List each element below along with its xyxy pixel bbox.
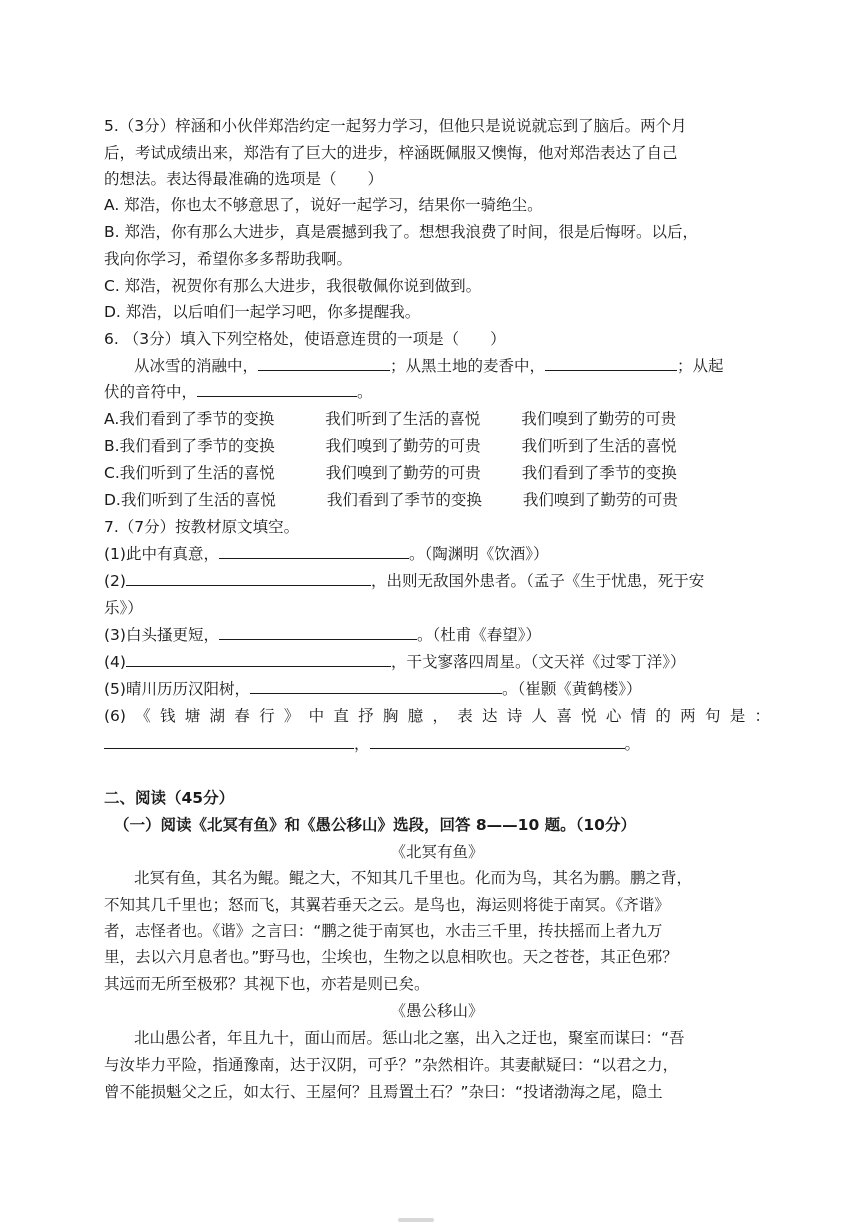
q7-blank-5[interactable] bbox=[250, 679, 502, 694]
q6-passage-line-1 bbox=[134, 356, 770, 376]
q7-text: 。（杜甫《春望》） bbox=[416, 626, 541, 644]
q7-blank-2[interactable] bbox=[126, 571, 371, 586]
q7-text: (5)晴川历历汉阳树， bbox=[104, 680, 250, 698]
q6-blank-2[interactable] bbox=[545, 356, 677, 371]
option-cell: 我们看到了季节的变换 bbox=[119, 437, 275, 455]
q6-passage-text: 从冰雪的消融中， bbox=[134, 357, 259, 375]
option-key: A. bbox=[104, 410, 120, 428]
q7-blank-1[interactable] bbox=[219, 544, 409, 559]
q7-text: ，出则无敌国外患者。（孟子《生于忧患，死于安 bbox=[370, 572, 705, 590]
section-heading: 二、阅读（45分） bbox=[104, 789, 235, 807]
q5-stem-line-3: 的想法。表达得最准确的选项是（ ） bbox=[104, 170, 384, 188]
q7-item-2-cont: 乐》） bbox=[104, 599, 143, 617]
q6-passage-text: ；从黑土地的麦香中， bbox=[390, 357, 546, 375]
q7-stem: 7.（7分）按教材原文填空。 bbox=[104, 518, 300, 536]
page-number-mark bbox=[398, 1218, 434, 1222]
q5-option-b-line-2: 我向你学习，希望你多多帮助我啊。 bbox=[104, 250, 353, 268]
q6-passage-text: ；从起 bbox=[677, 357, 724, 375]
option-key: D. bbox=[104, 491, 121, 509]
q7-item-5 bbox=[104, 679, 770, 699]
option-cell: 我们看到了季节的变换 bbox=[326, 491, 482, 509]
option-cell: 我们听到了生活的喜悦 bbox=[120, 491, 276, 509]
q6-passage-text: 。 bbox=[357, 383, 373, 401]
passage-1-line: 里，去以六月息者也。”野马也，尘埃也，生物之以息相吹也。天之苍苍，其正色邪？ bbox=[104, 948, 678, 966]
subsection-heading: （一）阅读《北冥有鱼》和《愚公移山》选段，回答 8——10 题。（10分） bbox=[114, 816, 636, 834]
q7-text: (2) bbox=[104, 572, 126, 590]
q7-text: 。（陶渊明《饮酒》） bbox=[408, 545, 549, 563]
passage-title-2: 《愚公移山》 bbox=[390, 1002, 484, 1020]
q7-text: 。（崔颢《黄鹤楼》） bbox=[501, 680, 642, 698]
option-cell: 我们嗅到了勤劳的可贵 bbox=[325, 437, 481, 455]
q6-stem: 6. （3分）填入下列空格处，使语意连贯的一项是（ ） bbox=[104, 330, 506, 348]
option-cell: 我们嗅到了勤劳的可贵 bbox=[522, 491, 678, 509]
option-key: C. bbox=[104, 464, 120, 482]
q5-option-d: D. 郑浩，以后咱们一起学习吧，你多提醒我。 bbox=[104, 303, 421, 321]
option-cell: 我们嗅到了勤劳的可贵 bbox=[325, 464, 481, 482]
option-cell: 我们听到了生活的喜悦 bbox=[119, 464, 275, 482]
q7-item-3 bbox=[104, 625, 770, 645]
q5-stem-line-1: 5.（3分）梓涵和小伙伴郑浩约定一起努力学习，但他只是说说就忘到了脑后。两个月 bbox=[104, 117, 687, 135]
passage-2-line: 北山愚公者，年且九十，面山而居。惩山北之塞，出入之迂也，聚室而谋曰：“吾 bbox=[134, 1029, 685, 1047]
passage-1-line: 者，志怪者也。《谐》之言曰：“鹏之徙于南冥也，水击三千里，抟扶摇而上者九万 bbox=[104, 922, 663, 940]
q5-option-b-line-1: B. 郑浩，你有那么大进步，真是震撼到我了。想想我浪费了时间，很是后悔呀。以后， bbox=[104, 223, 698, 241]
option-cell: 我们听到了生活的喜悦 bbox=[521, 437, 677, 455]
q7-text: ，干戈寥落四周星。（文天祥《过零丁洋》） bbox=[390, 653, 686, 671]
q5-option-c: C. 郑浩，祝贺你有那么大进步，我很敬佩你说到做到。 bbox=[104, 277, 482, 295]
q7-item-6: (6)《钱塘湖春行》中直抒胸臆，表达诗人喜悦心情的两句是： bbox=[104, 707, 770, 725]
q7-text: (4) bbox=[104, 653, 126, 671]
q7-blank-3[interactable] bbox=[219, 625, 417, 640]
passage-1-line: 北冥有鱼，其名为鲲。鲲之大，不知其几千里也。化而为鸟，其名为鹏。鹏之背， bbox=[134, 869, 693, 887]
q7-blank-4[interactable] bbox=[126, 652, 391, 667]
option-cell: 我们听到了生活的喜悦 bbox=[325, 410, 481, 428]
q6-passage-line-2 bbox=[104, 382, 770, 402]
q7-blank-6a[interactable] bbox=[104, 734, 354, 749]
passage-2-line: 与汝毕力平险，指通豫南，达于汉阴，可乎？”杂然相许。其妻献疑曰：“以君之力， bbox=[104, 1056, 679, 1074]
q6-blank-3[interactable] bbox=[197, 382, 357, 397]
passage-1-line: 不知其几千里也；怒而飞，其翼若垂天之云。是鸟也，海运则将徙于南冥。《齐谐》 bbox=[104, 896, 670, 914]
q7-text: (3)白头搔更短， bbox=[104, 626, 219, 644]
passage-1-line: 其远而无所至极邪？其视下也，亦若是则已矣。 bbox=[104, 975, 430, 993]
q7-item-6-answer bbox=[104, 734, 770, 754]
q7-text: ， bbox=[354, 735, 370, 753]
q6-option-a bbox=[104, 409, 770, 429]
q7-item-2 bbox=[104, 571, 770, 591]
q6-blank-1[interactable] bbox=[258, 356, 390, 371]
option-key: B. bbox=[104, 437, 120, 455]
q6-option-c bbox=[104, 463, 770, 483]
q6-option-d bbox=[104, 490, 770, 510]
q7-text: 。 bbox=[624, 735, 641, 753]
passage-title-1: 《北冥有鱼》 bbox=[390, 843, 484, 861]
q7-item-1 bbox=[104, 544, 770, 564]
option-cell: 我们嗅到了勤劳的可贵 bbox=[521, 410, 677, 428]
q7-item-4 bbox=[104, 652, 770, 672]
q5-option-a: A. 郑浩，你也太不够意思了，说好一起学习，结果你一骑绝尘。 bbox=[104, 196, 543, 214]
q5-stem-line-2: 后，考试成绩出来，郑浩有了巨大的进步，梓涵既佩服又懊悔，他对郑浩表达了自己 bbox=[104, 144, 678, 162]
q7-blank-6b[interactable] bbox=[370, 734, 625, 749]
q6-passage-text: 伏的音符中， bbox=[104, 383, 198, 401]
passage-2-line: 曾不能损魁父之丘，如太行、王屋何？且焉置土石？”杂曰：“投诸渤海之尾，隐土 bbox=[104, 1083, 663, 1101]
option-cell: 我们看到了季节的变换 bbox=[119, 410, 275, 428]
q7-text: (1)此中有真意， bbox=[104, 545, 219, 563]
q6-option-b bbox=[104, 436, 770, 456]
option-cell: 我们看到了季节的变换 bbox=[521, 464, 677, 482]
